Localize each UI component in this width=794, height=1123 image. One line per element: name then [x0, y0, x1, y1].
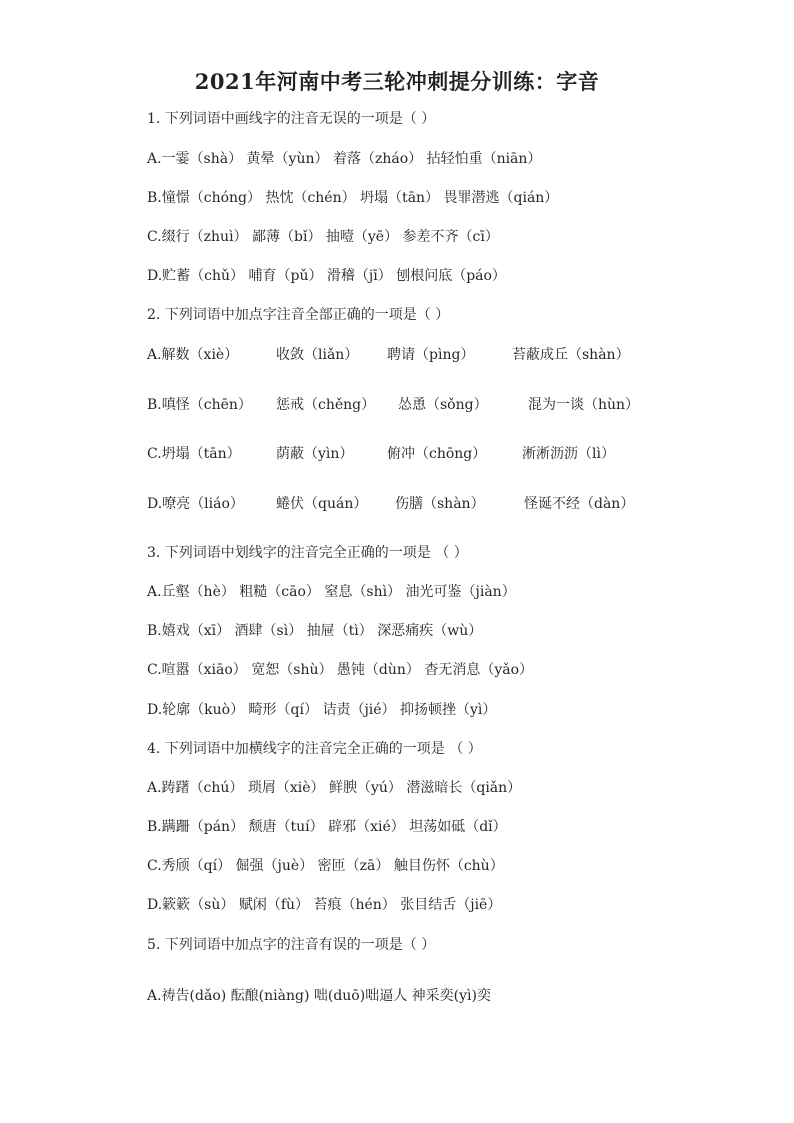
- question-5-option-a: A.祷告(dǎo) 酝酿(niàng) 咄(duō)咄逼人 神采奕(yì)奕: [147, 988, 491, 1004]
- q2-d-1: D.嘹亮（liáo）: [147, 496, 244, 512]
- page-title: 2021年河南中考三轮冲刺提分训练：字音: [194, 69, 600, 94]
- question-1-option-a: A.一霎（shà） 黄晕（yùn） 着落（zháo） 拈轻怕重（niān）: [147, 151, 542, 167]
- question-3-stem: 3. 下列词语中划线字的注音完全正确的一项是 （ ）: [147, 545, 468, 561]
- question-4-option-c: C.秀颀（qí） 倔强（juè） 密匝（zā） 触目伤怀（chù）: [147, 858, 504, 874]
- question-4-option-d: D.簌簌（sù） 赋闲（fù） 苔痕（hén） 张目结舌（jiē）: [147, 897, 502, 913]
- question-3-option-d: D.轮廓（kuò） 畸形（qí） 诘责（jié） 抑扬顿挫（yì）: [147, 702, 497, 718]
- q2-c-3: 俯冲（chōng）: [387, 446, 487, 462]
- q2-b-2: 惩戒（chěng）: [276, 397, 376, 413]
- q2-a-4: 苔蔽成丘（shàn）: [512, 347, 630, 363]
- q2-a-3: 聘请（pìng）: [387, 347, 475, 363]
- q2-d-4: 怪诞不经（dàn）: [524, 496, 635, 512]
- q2-c-1: C.坍塌（tān）: [147, 446, 241, 462]
- question-2-stem: 2. 下列词语中加点字注音全部正确的一项是（ ）: [147, 307, 450, 323]
- q2-b-3: 怂恿（sǒng）: [398, 397, 488, 413]
- question-3-option-b: B.嬉戏（xī） 酒肆（sì） 抽屉（tì） 深恶痛疾（wù）: [147, 623, 483, 639]
- q2-d-2: 蜷伏（quán）: [276, 496, 368, 512]
- question-1-option-b: B.憧憬（chóng） 热忱（chén） 坍塌（tān） 畏罪潜逃（qián）: [147, 190, 559, 206]
- question-1-option-d: D.贮蓄（chǔ） 哺育（pǔ） 滑稽（jī） 刨根问底（páo）: [147, 268, 506, 284]
- question-4-stem: 4. 下列词语中加横线字的注音完全正确的一项是 （ ）: [147, 741, 482, 757]
- question-5-stem: 5. 下列词语中加点字的注音有误的一项是（ ）: [147, 937, 436, 953]
- question-1-stem: 1. 下列词语中画线字的注音无误的一项是（ ）: [147, 111, 436, 127]
- question-3-option-c: C.喧嚣（xiāo） 宽恕（shù） 愚钝（dùn） 杳无消息（yǎo）: [147, 662, 534, 678]
- question-3-option-a: A.丘壑（hè） 粗糙（cāo） 窒息（shì） 油光可鉴（jiàn）: [147, 584, 516, 600]
- q2-a-2: 收敛（liǎn）: [276, 347, 359, 363]
- q2-d-3: 伤膳（shàn）: [395, 496, 485, 512]
- question-1-option-c: C.缀行（zhuì） 鄙薄（bǐ） 抽噎（yē） 参差不齐（cī）: [147, 229, 499, 245]
- question-4-option-b: B.蹒跚（pán） 颓唐（tuí） 辟邪（xié） 坦荡如砥（dǐ）: [147, 819, 507, 835]
- q2-c-4: 淅淅沥沥（lì）: [522, 446, 615, 462]
- question-4-option-a: A.踌躇（chú） 琐屑（xiè） 鲜腴（yú） 潜滋暗长（qiǎn）: [147, 780, 522, 796]
- q2-c-2: 荫蔽（yìn）: [276, 446, 354, 462]
- q2-a-1: A.解数（xiè）: [147, 347, 239, 363]
- q2-b-4: 混为一谈（hùn）: [528, 397, 640, 413]
- q2-b-1: B.嗔怪（chēn）: [147, 397, 252, 413]
